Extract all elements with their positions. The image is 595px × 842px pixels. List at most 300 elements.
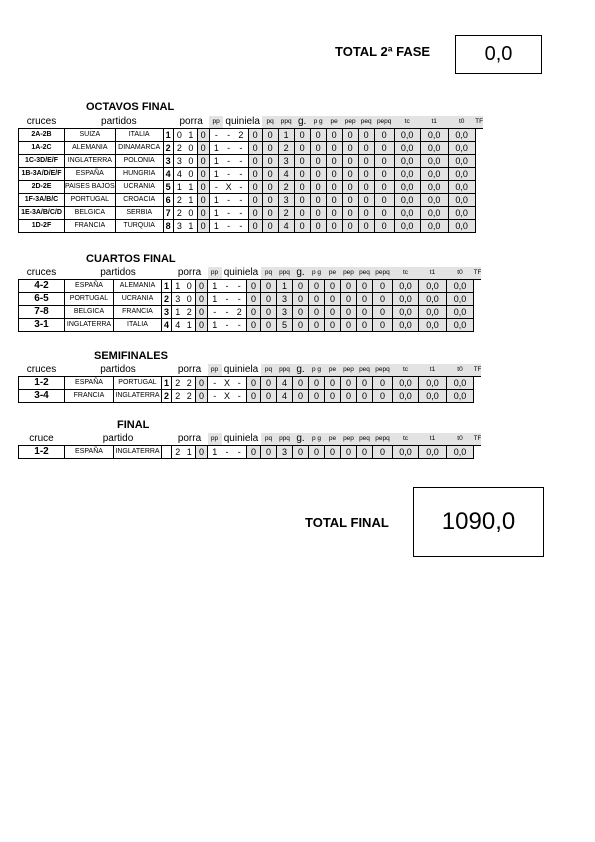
peq-cell: 0 <box>341 446 357 459</box>
total-final-label: TOTAL FINAL <box>305 515 389 530</box>
pq-cell: 0 <box>248 194 262 207</box>
goals-cell: 3 <box>278 194 294 207</box>
tc-cell: 0 <box>374 168 394 181</box>
team1-cell: BELGICA <box>65 306 114 319</box>
pp-cell: 0 <box>196 446 208 459</box>
header-pp: pp <box>208 433 222 446</box>
pepq-cell: 0 <box>358 181 374 194</box>
header-ppq: ppq <box>277 364 293 377</box>
tf-cell: 0,0 <box>448 142 475 155</box>
quiniela-1: - <box>209 181 223 194</box>
total-2fase-value: 0,0 <box>484 43 513 65</box>
pq-cell: 0 <box>248 207 262 220</box>
pq-cell: 0 <box>247 390 261 403</box>
header-t1: t1 <box>420 116 448 129</box>
header-pep: pep <box>342 116 358 129</box>
porra-home: 2 <box>173 142 185 155</box>
peq-cell: 0 <box>342 220 358 233</box>
pepq-cell: 0 <box>358 142 374 155</box>
pp-cell: 0 <box>196 390 208 403</box>
tf-cell: 0,0 <box>447 446 474 459</box>
t1-cell: 0,0 <box>393 446 419 459</box>
section-title: OCTAVOS FINAL <box>86 101 175 113</box>
match-number: 6 <box>163 194 173 207</box>
header-pe: pe <box>326 116 342 129</box>
tf-cell: 0,0 <box>447 293 474 306</box>
porra-home: 2 <box>172 390 184 403</box>
header-t0: t0 <box>448 116 475 129</box>
t1-cell: 0,0 <box>394 168 420 181</box>
pp-cell: 0 <box>197 220 209 233</box>
t1-cell: 0,0 <box>393 280 419 293</box>
t1-cell: 0,0 <box>394 194 420 207</box>
header-t0: t0 <box>447 433 474 446</box>
quiniela-x: - <box>223 194 234 207</box>
porra-home: 1 <box>173 181 185 194</box>
peq-cell: 0 <box>342 194 358 207</box>
quiniela-2: - <box>234 181 248 194</box>
t0-cell: 0,0 <box>420 207 448 220</box>
porra-away: 0 <box>185 142 197 155</box>
quiniela-x: - <box>223 168 234 181</box>
header-tc: tc <box>393 433 419 446</box>
porra-away: 1 <box>184 446 196 459</box>
porra-home: 0 <box>173 129 185 142</box>
pe-cell: 0 <box>309 446 325 459</box>
t1-cell: 0,0 <box>394 220 420 233</box>
table-row <box>19 207 484 220</box>
pep-cell: 0 <box>325 280 341 293</box>
quiniela-x: - <box>222 306 233 319</box>
quiniela-x: - <box>222 446 233 459</box>
team2-cell: INGLATERRA <box>114 446 162 459</box>
pp-cell: 0 <box>196 280 208 293</box>
match-number: 7 <box>163 207 173 220</box>
pq-cell: 0 <box>248 181 262 194</box>
quiniela-1: 1 <box>209 142 223 155</box>
pg-cell: 0 <box>293 319 309 332</box>
table-row <box>19 168 484 181</box>
team2-cell: FRANCIA <box>114 306 162 319</box>
pg-cell: 0 <box>294 129 310 142</box>
pg-cell: 0 <box>293 280 309 293</box>
porra-home: 1 <box>172 280 184 293</box>
header-pp: pp <box>208 267 222 280</box>
team1-cell: ESPAÑA <box>65 168 116 181</box>
porra-home: 3 <box>173 155 185 168</box>
peq-cell: 0 <box>341 377 357 390</box>
t0-cell: 0,0 <box>419 319 447 332</box>
porra-away: 0 <box>185 168 197 181</box>
header-pq: pq <box>261 433 277 446</box>
pe-cell: 0 <box>310 168 326 181</box>
table-row <box>19 446 482 459</box>
header-pepq: pepq <box>373 433 393 446</box>
section-table <box>18 364 481 403</box>
pepq-cell: 0 <box>357 446 373 459</box>
table-row <box>19 194 484 207</box>
table-row <box>19 390 482 403</box>
ppq-cell: 0 <box>262 142 278 155</box>
tf-cell: 0,0 <box>447 306 474 319</box>
pe-cell: 0 <box>310 220 326 233</box>
header-pp: pp <box>208 364 222 377</box>
goals-cell: 3 <box>277 306 293 319</box>
quiniela-2: - <box>234 168 248 181</box>
match-number: 2 <box>163 142 173 155</box>
t0-cell: 0,0 <box>420 194 448 207</box>
match-number: 8 <box>163 220 173 233</box>
cruce-cell: 1E-3A/B/C/D <box>19 207 65 220</box>
pq-cell: 0 <box>247 319 261 332</box>
team1-cell: BELGICA <box>65 207 116 220</box>
pe-cell: 0 <box>310 194 326 207</box>
quiniela-1: 1 <box>208 446 222 459</box>
quiniela-1: 1 <box>208 280 222 293</box>
pe-cell: 0 <box>310 142 326 155</box>
pepq-cell: 0 <box>357 319 373 332</box>
match-number: 5 <box>163 181 173 194</box>
quiniela-2: - <box>234 220 248 233</box>
header-cruces: cruces <box>19 364 65 377</box>
team1-cell: SUIZA <box>65 129 116 142</box>
pg-cell: 0 <box>294 181 310 194</box>
peq-cell: 0 <box>341 280 357 293</box>
peq-cell: 0 <box>342 207 358 220</box>
quiniela-1: 1 <box>209 194 223 207</box>
t1-cell: 0,0 <box>393 319 419 332</box>
header-pep: pep <box>341 364 357 377</box>
porra-away: 2 <box>184 377 196 390</box>
header-row <box>19 433 482 446</box>
goals-cell: 2 <box>278 181 294 194</box>
header-pg: p g <box>310 116 326 129</box>
pe-cell: 0 <box>309 280 325 293</box>
t1-cell: 0,0 <box>393 306 419 319</box>
ppq-cell: 0 <box>261 377 277 390</box>
t0-cell: 0,0 <box>419 306 447 319</box>
header-t1: t1 <box>419 267 447 280</box>
tf-cell: 0,0 <box>448 207 475 220</box>
porra-home: 2 <box>172 446 184 459</box>
t0-cell: 0,0 <box>420 142 448 155</box>
tf-cell: 0,0 <box>448 155 475 168</box>
cruce-cell: 1C-3D/E/F <box>19 155 65 168</box>
quiniela-2: - <box>233 293 247 306</box>
tc-cell: 0 <box>373 293 393 306</box>
tf-cell: 0,0 <box>448 129 475 142</box>
porra-home: 2 <box>172 377 184 390</box>
tf-cell: 0,0 <box>447 377 474 390</box>
cruce-cell: 4-2 <box>19 280 65 293</box>
cruce-cell: 1A-2C <box>19 142 65 155</box>
quiniela-2: - <box>234 207 248 220</box>
pe-cell: 0 <box>310 155 326 168</box>
quiniela-1: 1 <box>208 319 222 332</box>
team2-cell: UCRANIA <box>114 293 162 306</box>
t1-cell: 0,0 <box>394 129 420 142</box>
t0-cell: 0,0 <box>419 390 447 403</box>
peq-cell: 0 <box>341 390 357 403</box>
goals-cell: 4 <box>277 377 293 390</box>
header-t0: t0 <box>447 267 474 280</box>
pepq-cell: 0 <box>358 220 374 233</box>
quiniela-2: - <box>234 142 248 155</box>
header-g: g. <box>293 364 309 377</box>
pg-cell: 0 <box>294 142 310 155</box>
ppq-cell: 0 <box>262 194 278 207</box>
porra-away: 1 <box>184 319 196 332</box>
pq-cell: 0 <box>248 129 262 142</box>
pep-cell: 0 <box>326 207 342 220</box>
quiniela-1: - <box>209 129 223 142</box>
pep-cell: 0 <box>326 155 342 168</box>
header-tc: tc <box>394 116 420 129</box>
header-pg: p g <box>309 364 325 377</box>
header-tf: TF <box>475 116 483 129</box>
header-peq: peq <box>357 433 373 446</box>
header-row <box>19 364 482 377</box>
cruce-cell: 1D-2F <box>19 220 65 233</box>
header-t0: t0 <box>447 364 474 377</box>
team1-cell: ESPAÑA <box>65 280 114 293</box>
header-t1: t1 <box>419 364 447 377</box>
quiniela-2: - <box>234 155 248 168</box>
total-2fase-label: TOTAL 2ª FASE <box>335 44 431 59</box>
pep-cell: 0 <box>326 220 342 233</box>
quiniela-1: - <box>208 306 222 319</box>
header-cruces: cruces <box>19 267 65 280</box>
table-row <box>19 377 482 390</box>
pepq-cell: 0 <box>357 390 373 403</box>
pg-cell: 0 <box>294 168 310 181</box>
quiniela-x: - <box>223 207 234 220</box>
quiniela-x: X <box>222 390 233 403</box>
tc-cell: 0 <box>373 377 393 390</box>
header-tf: TF <box>474 364 482 377</box>
header-g: g. <box>293 433 309 446</box>
pq-cell: 0 <box>248 220 262 233</box>
header-pq: pq <box>262 116 278 129</box>
peq-cell: 0 <box>341 306 357 319</box>
t1-cell: 0,0 <box>394 155 420 168</box>
table-row <box>19 280 482 293</box>
pp-cell: 0 <box>196 319 208 332</box>
team2-cell: POLONIA <box>115 155 163 168</box>
cruce-cell: 1-2 <box>19 446 65 459</box>
peq-cell: 0 <box>342 155 358 168</box>
table-row <box>19 319 482 332</box>
peq-cell: 0 <box>342 129 358 142</box>
pep-cell: 0 <box>326 142 342 155</box>
t1-cell: 0,0 <box>394 181 420 194</box>
header-pe: pe <box>325 267 341 280</box>
match-number: 1 <box>162 280 172 293</box>
pq-cell: 0 <box>247 446 261 459</box>
ppq-cell: 0 <box>262 207 278 220</box>
peq-cell: 0 <box>342 142 358 155</box>
cruce-cell: 1F-3A/B/C <box>19 194 65 207</box>
total-2fase-box <box>455 35 542 74</box>
team1-cell: PORTUGAL <box>65 194 116 207</box>
team2-cell: INGLATERRA <box>114 390 162 403</box>
quiniela-1: 1 <box>209 168 223 181</box>
header-tc: tc <box>393 364 419 377</box>
t0-cell: 0,0 <box>420 129 448 142</box>
team1-cell: INGLATERRA <box>65 319 114 332</box>
peq-cell: 0 <box>341 319 357 332</box>
quiniela-1: 1 <box>208 293 222 306</box>
header-porra: porra <box>172 364 208 377</box>
section-title: SEMIFINALES <box>94 350 168 362</box>
header-pep: pep <box>341 433 357 446</box>
t1-cell: 0,0 <box>393 377 419 390</box>
cruce-cell: 7-8 <box>19 306 65 319</box>
section-table <box>18 433 481 459</box>
pe-cell: 0 <box>310 129 326 142</box>
porra-away: 2 <box>184 390 196 403</box>
cruce-cell: 3-4 <box>19 390 65 403</box>
ppq-cell: 0 <box>262 155 278 168</box>
match-number: 2 <box>162 390 172 403</box>
pg-cell: 0 <box>293 293 309 306</box>
table-row <box>19 129 484 142</box>
t0-cell: 0,0 <box>419 293 447 306</box>
header-ppq: ppq <box>277 267 293 280</box>
porra-away: 2 <box>184 306 196 319</box>
pep-cell: 0 <box>326 181 342 194</box>
t1-cell: 0,0 <box>394 207 420 220</box>
tf-cell: 0,0 <box>448 181 475 194</box>
tf-cell: 0,0 <box>448 168 475 181</box>
porra-away: 0 <box>184 280 196 293</box>
table-row <box>19 155 484 168</box>
porra-home: 2 <box>173 207 185 220</box>
header-pe: pe <box>325 364 341 377</box>
pq-cell: 0 <box>247 306 261 319</box>
pg-cell: 0 <box>293 390 309 403</box>
pp-cell: 0 <box>197 181 209 194</box>
pe-cell: 0 <box>309 293 325 306</box>
pq-cell: 0 <box>247 280 261 293</box>
team2-cell: PORTUGAL <box>114 377 162 390</box>
pe-cell: 0 <box>309 306 325 319</box>
header-quiniela: quiniela <box>222 267 261 280</box>
header-porra: porra <box>172 433 208 446</box>
quiniela-x: - <box>223 142 234 155</box>
section-title: FINAL <box>117 419 150 431</box>
quiniela-x: - <box>222 319 233 332</box>
ppq-cell: 0 <box>261 293 277 306</box>
team2-cell: SERBIA <box>115 207 163 220</box>
team1-cell: PAISES BAJOS <box>65 181 116 194</box>
match-number: 1 <box>162 377 172 390</box>
quiniela-2: - <box>234 194 248 207</box>
team2-cell: UCRANIA <box>115 181 163 194</box>
header-pepq: pepq <box>373 364 393 377</box>
quiniela-2: - <box>233 319 247 332</box>
porra-home: 2 <box>173 194 185 207</box>
pg-cell: 0 <box>294 194 310 207</box>
pg-cell: 0 <box>293 446 309 459</box>
tc-cell: 0 <box>374 207 394 220</box>
pep-cell: 0 <box>326 194 342 207</box>
header-pep: pep <box>341 267 357 280</box>
match-number: 3 <box>163 155 173 168</box>
tf-cell: 0,0 <box>448 220 475 233</box>
quiniela-1: - <box>208 377 222 390</box>
pg-cell: 0 <box>293 377 309 390</box>
tf-cell: 0,0 <box>447 390 474 403</box>
quiniela-2: - <box>233 446 247 459</box>
match-number: 4 <box>163 168 173 181</box>
pg-cell: 0 <box>294 207 310 220</box>
goals-cell: 3 <box>277 293 293 306</box>
ppq-cell: 0 <box>262 220 278 233</box>
pg-cell: 0 <box>293 306 309 319</box>
goals-cell: 4 <box>278 220 294 233</box>
team1-cell: ESPAÑA <box>65 446 114 459</box>
t0-cell: 0,0 <box>420 220 448 233</box>
tc-cell: 0 <box>373 306 393 319</box>
t0-cell: 0,0 <box>419 280 447 293</box>
tc-cell: 0 <box>374 181 394 194</box>
cruce-cell: 2D-2E <box>19 181 65 194</box>
header-quiniela: quiniela <box>223 116 262 129</box>
ppq-cell: 0 <box>262 129 278 142</box>
peq-cell: 0 <box>342 181 358 194</box>
team2-cell: HUNGRIA <box>115 168 163 181</box>
section-table <box>18 267 481 332</box>
pepq-cell: 0 <box>358 129 374 142</box>
pq-cell: 0 <box>248 168 262 181</box>
pq-cell: 0 <box>248 155 262 168</box>
pp-cell: 0 <box>197 168 209 181</box>
header-tc: tc <box>393 267 419 280</box>
goals-cell: 4 <box>278 168 294 181</box>
table-row <box>19 293 482 306</box>
porra-away: 1 <box>185 194 197 207</box>
quiniela-2: 2 <box>233 306 247 319</box>
pp-cell: 0 <box>197 155 209 168</box>
t1-cell: 0,0 <box>394 142 420 155</box>
quiniela-2: - <box>233 377 247 390</box>
pepq-cell: 0 <box>357 293 373 306</box>
pe-cell: 0 <box>309 377 325 390</box>
header-tf: TF <box>474 433 482 446</box>
tc-cell: 0 <box>373 280 393 293</box>
team1-cell: PORTUGAL <box>65 293 114 306</box>
header-t1: t1 <box>419 433 447 446</box>
header-row <box>19 267 482 280</box>
tc-cell: 0 <box>374 155 394 168</box>
goals-cell: 3 <box>277 446 293 459</box>
porra-home: 3 <box>173 220 185 233</box>
tc-cell: 0 <box>374 142 394 155</box>
porra-away: 0 <box>184 293 196 306</box>
pep-cell: 0 <box>326 129 342 142</box>
pp-cell: 0 <box>196 377 208 390</box>
pp-cell: 0 <box>197 194 209 207</box>
tc-cell: 0 <box>374 194 394 207</box>
header-pg: p g <box>309 267 325 280</box>
peq-cell: 0 <box>341 293 357 306</box>
quiniela-x: - <box>222 280 233 293</box>
match-number: 2 <box>162 293 172 306</box>
porra-home: 1 <box>172 306 184 319</box>
table-row <box>19 306 482 319</box>
quiniela-x: - <box>223 220 234 233</box>
